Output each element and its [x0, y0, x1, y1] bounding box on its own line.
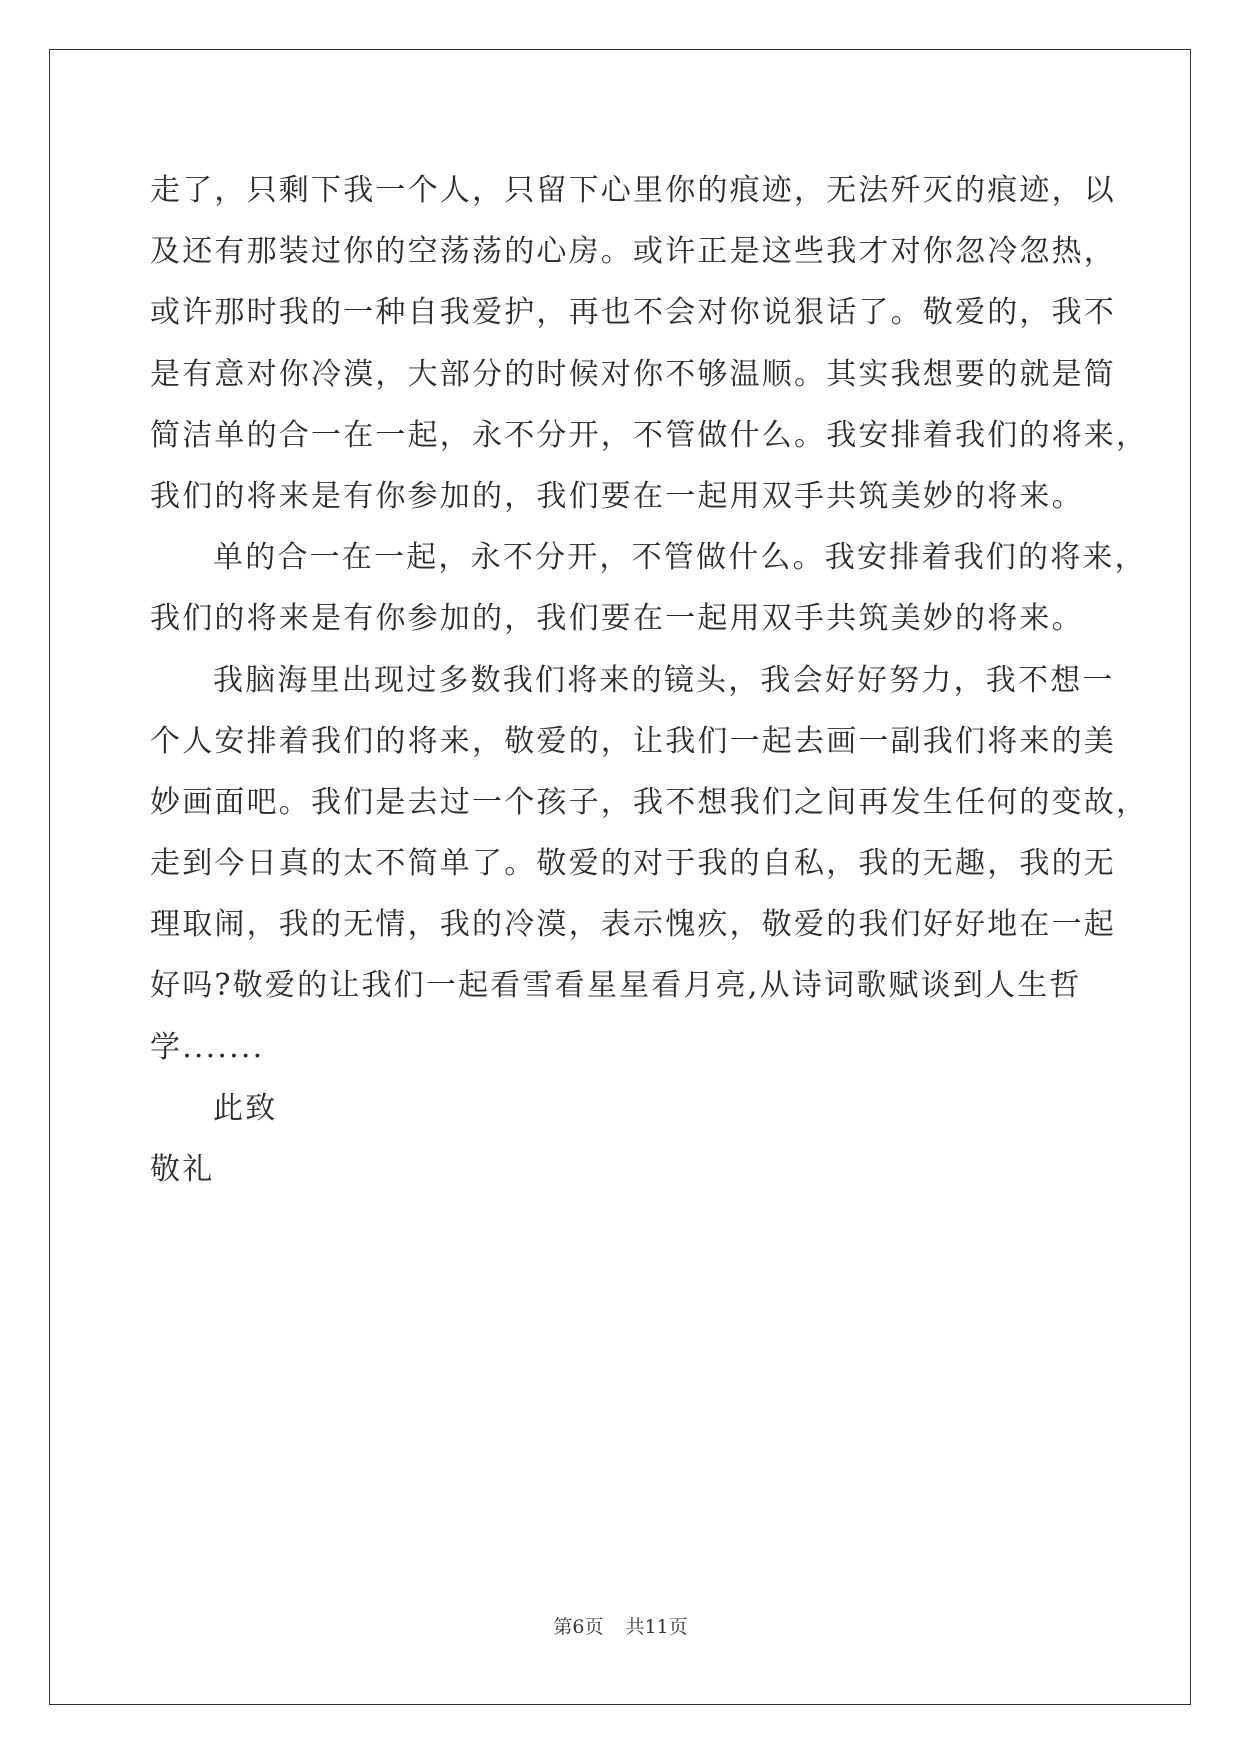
page-number: 第6页 [553, 1616, 604, 1638]
closing-salutation: 此致 [213, 1090, 278, 1126]
text-line: 或许那时我的一种自我爱护，再也不会对你说狠话了。敬爱的，我不 [150, 295, 1116, 331]
text-line: 学....... [150, 1029, 265, 1065]
text-line: 我们的将来是有你参加的，我们要在一起用双手共筑美妙的将来。 [150, 478, 1084, 514]
page-total: 共11页 [625, 1616, 688, 1638]
text-line: 是有意对你冷漠，大部分的时候对你不够温顺。其实我想要的就是简 [150, 356, 1116, 392]
text-line: 及还有那装过你的空荡荡的心房。或许正是这些我才对你忽冷忽热， [150, 234, 1116, 270]
text-line: 好吗?敬爱的让我们一起看雪看星星看月亮,从诗词歌赋谈到人生哲 [150, 968, 1082, 1004]
text-line: 我们的将来是有你参加的，我们要在一起用双手共筑美妙的将来。 [150, 601, 1084, 637]
text-line: 走了，只剩下我一个人，只留下心里你的痕迹，无法歼灭的痕迹，以 [150, 173, 1116, 208]
text-line: 单的合一在一起，永不分开，不管做什么。我安排着我们的将来， [213, 540, 1147, 576]
page-footer [0, 1612, 1241, 1639]
text-line: 理取闹，我的无情，我的冷漠，表示愧疚，敬爱的我们好好地在一起 [150, 907, 1116, 943]
text-line: 简洁单的合一在一起，永不分开，不管做什么。我安排着我们的将来， [150, 417, 1149, 453]
letter-body [150, 160, 1149, 1200]
closing-regards: 敬礼 [150, 1152, 215, 1187]
text-line: 走到今日真的太不简单了。敬爱的对于我的自私，我的无趣，我的无 [150, 846, 1116, 882]
text-line: 妙画面吧。我们是去过一个孩子，我不想我们之间再发生任何的变故， [150, 784, 1149, 820]
text-line: 我脑海里出现过多数我们将来的镜头，我会好好努力，我不想一 [213, 662, 1115, 698]
text-line: 个人安排着我们的将来，敬爱的，让我们一起去画一副我们将来的美 [150, 723, 1116, 759]
